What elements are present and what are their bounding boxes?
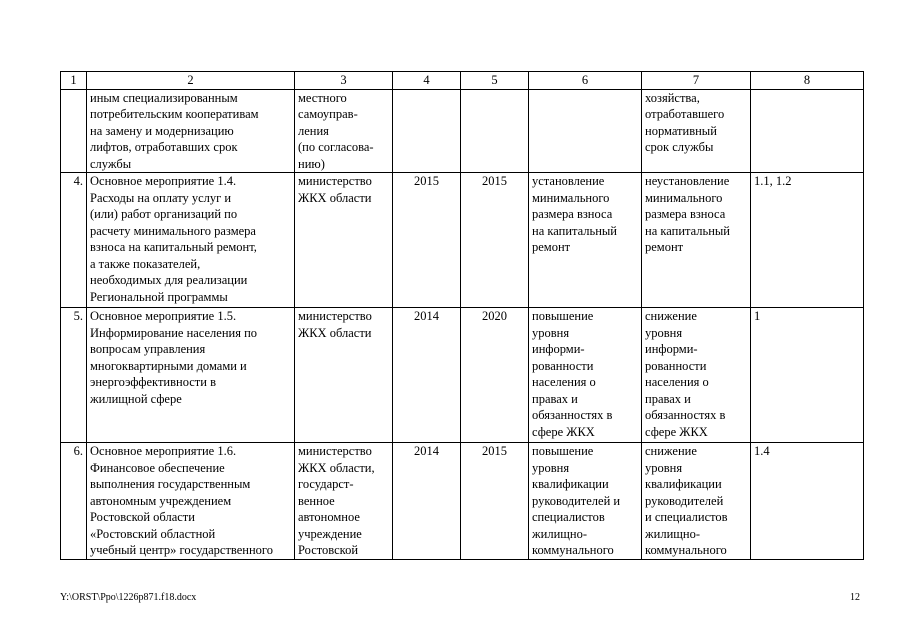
consequence-cell: хозяйства, отработавшего нормативный срок службы [642, 89, 751, 173]
link-cell: 1 [751, 308, 864, 443]
table-row [61, 173, 864, 308]
table-header-row [61, 72, 864, 90]
end-year-cell: 2015 [461, 443, 529, 560]
result-cell: установление минимального размера взноса на капитальный ремонт [529, 173, 642, 308]
end-year-cell [461, 89, 529, 173]
start-year-cell: 2014 [393, 443, 461, 560]
end-year-cell: 2015 [461, 173, 529, 308]
table-row [61, 89, 864, 173]
executor-cell: министерство ЖКХ области [295, 173, 393, 308]
result-cell: повышение уровня квалификации руководителей и специалистов жилищно- коммунального [529, 443, 642, 560]
event-cell: Основное мероприятие 1.6. Финансовое обеспечение выполнения государственным автономным учреждением Ростовской области «Ростовский областной учебный центр» государственного [87, 443, 295, 560]
end-year-cell: 2020 [461, 308, 529, 443]
start-year-cell [393, 89, 461, 173]
measures-table [60, 71, 864, 560]
header-cell: 1 [61, 72, 87, 90]
footer-file-path: Y:\ORST\Ppo\1226p871.f18.docx [60, 592, 197, 603]
header-cell: 8 [751, 72, 864, 90]
row-number: 5. [61, 308, 87, 443]
header-cell: 3 [295, 72, 393, 90]
consequence-cell: снижение уровня информи- рованности населения о правах и обязанностях в сфере ЖКХ [642, 308, 751, 443]
link-cell: 1.4 [751, 443, 864, 560]
start-year-cell: 2015 [393, 173, 461, 308]
header-cell: 2 [87, 72, 295, 90]
executor-cell: министерство ЖКХ области, государст- венное автономное учреждение Ростовской [295, 443, 393, 560]
consequence-cell: снижение уровня квалификации руководителей и специалистов жилищно- коммунального [642, 443, 751, 560]
result-cell [529, 89, 642, 173]
header-cell: 5 [461, 72, 529, 90]
event-cell: Основное мероприятие 1.5. Информирование населения по вопросам управления многоквартирными домами и энергоэффективности в жилищной сфере [87, 308, 295, 443]
start-year-cell: 2014 [393, 308, 461, 443]
row-number: 4. [61, 173, 87, 308]
link-cell: 1.1, 1.2 [751, 173, 864, 308]
executor-cell: местного самоуправ- ления (по согласова- нию) [295, 89, 393, 173]
result-cell: повышение уровня информи- рованности населения о правах и обязанностях в сфере ЖКХ [529, 308, 642, 443]
link-cell [751, 89, 864, 173]
event-cell: иным специализированным потребительским кооперативам на замену и модернизацию лифтов, отработавших срок службы [87, 89, 295, 173]
header-cell: 4 [393, 72, 461, 90]
page-number: 12 [850, 592, 860, 603]
header-cell: 7 [642, 72, 751, 90]
table-row [61, 443, 864, 560]
event-cell: Основное мероприятие 1.4. Расходы на оплату услуг и (или) работ организаций по расчету минимального размера взноса на капитальный ремонт, а также показателей, необходимых для реализации Региональной программы [87, 173, 295, 308]
executor-cell: министерство ЖКХ области [295, 308, 393, 443]
header-cell: 6 [529, 72, 642, 90]
row-number: 6. [61, 443, 87, 560]
consequence-cell: неустановление минимального размера взноса на капитальный ремонт [642, 173, 751, 308]
table-row [61, 308, 864, 443]
row-number [61, 89, 87, 173]
